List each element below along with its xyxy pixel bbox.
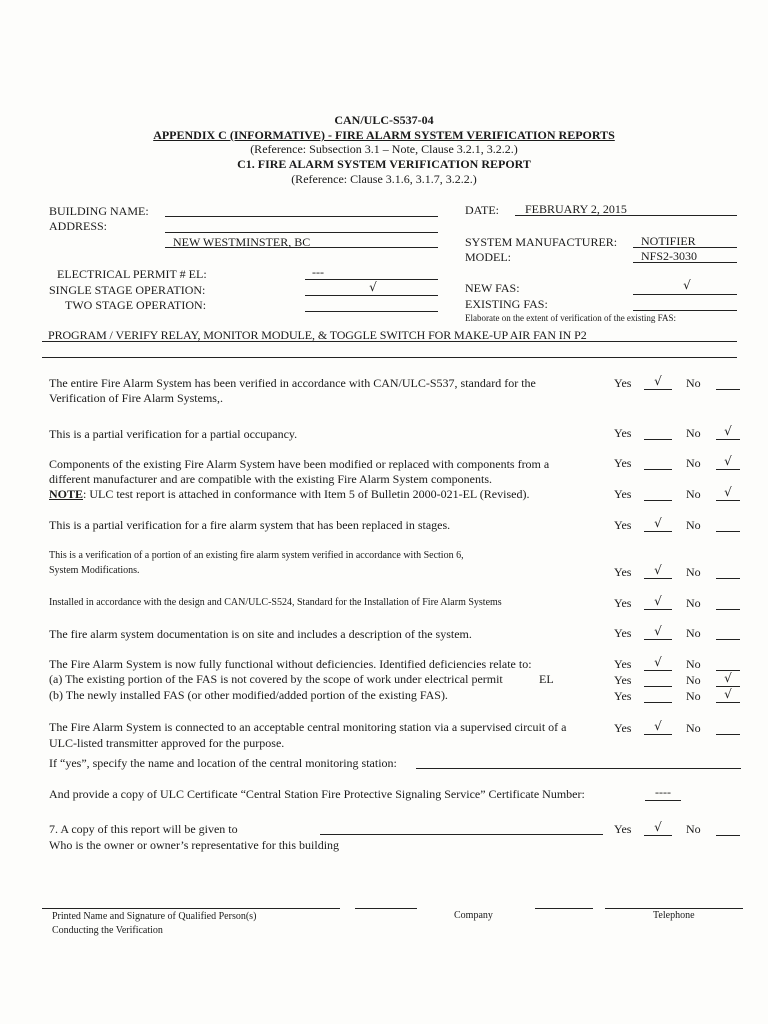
yes-check-mark: √ bbox=[654, 820, 662, 834]
no-blank[interactable] bbox=[716, 389, 740, 390]
building-name-field[interactable] bbox=[165, 216, 438, 217]
yes-check-mark: √ bbox=[654, 374, 662, 388]
yes-label: Yes bbox=[614, 596, 632, 610]
address-line-1[interactable] bbox=[165, 232, 438, 233]
statement-9-line-3: If “yes”, specify the name and location of the central monitoring station: bbox=[49, 756, 397, 770]
appendix-title: APPENDIX C (INFORMATIVE) - FIRE ALARM SYSTEM VERIFICATION REPORTS bbox=[153, 128, 615, 142]
yes-label: Yes bbox=[614, 721, 632, 735]
model-label: MODEL: bbox=[465, 250, 511, 264]
telephone-line[interactable] bbox=[605, 908, 743, 909]
statement-5-line-2: System Modifications. bbox=[49, 565, 140, 576]
yes-check-mark: √ bbox=[654, 516, 662, 530]
statement-5-line-1: This is a verification of a portion of an existing fire alarm system verified in accordance with Section 6, bbox=[49, 550, 464, 561]
statement-9-line-2: ULC-listed transmitter approved for the purpose. bbox=[49, 736, 285, 750]
address-value: NEW WESTMINSTER, BC bbox=[173, 235, 311, 249]
statement-9-line-1: The Fire Alarm System is connected to an acceptable central monitoring station via a supervised circuit of a bbox=[49, 720, 567, 734]
statement-7: The fire alarm system documentation is on site and includes a description of the system. bbox=[49, 627, 472, 641]
no-blank[interactable] bbox=[716, 500, 740, 501]
company-line[interactable] bbox=[535, 908, 593, 909]
statement-3-line-3 bbox=[49, 487, 529, 502]
no-label: No bbox=[686, 565, 701, 579]
scope-line-2[interactable] bbox=[42, 357, 737, 358]
date-value: FEBRUARY 2, 2015 bbox=[525, 202, 627, 216]
yes-label: Yes bbox=[614, 456, 632, 470]
report-recipient-field[interactable] bbox=[320, 834, 603, 835]
signature-line[interactable] bbox=[42, 908, 340, 909]
no-blank[interactable] bbox=[716, 578, 740, 579]
yes-check-mark: √ bbox=[654, 563, 662, 577]
yes-label: Yes bbox=[614, 426, 632, 440]
certificate-number-value: ---- bbox=[655, 785, 671, 799]
note-text: : ULC test report is attached in conformance with Item 5 of Bulletin 2000-021-EL (Revised). bbox=[83, 487, 530, 501]
no-label: No bbox=[686, 518, 701, 532]
yes-blank[interactable] bbox=[644, 670, 672, 671]
yes-blank[interactable] bbox=[644, 500, 672, 501]
yes-label: Yes bbox=[614, 689, 632, 703]
single-stage-field[interactable] bbox=[305, 295, 438, 296]
address-label: ADDRESS: bbox=[49, 219, 108, 233]
yes-check-mark: √ bbox=[654, 719, 662, 733]
yes-label: Yes bbox=[614, 376, 632, 390]
yes-blank[interactable] bbox=[644, 734, 672, 735]
elaborate-label: Elaborate on the extent of verification of the existing FAS: bbox=[465, 313, 677, 323]
single-stage-label: SINGLE STAGE OPERATION: bbox=[49, 283, 206, 297]
statement-8-line-2: (a) The existing portion of the FAS is not covered by the scope of work under electrical permit bbox=[49, 672, 503, 686]
yes-blank[interactable] bbox=[644, 639, 672, 640]
electrical-permit-value: --- bbox=[312, 265, 324, 279]
no-blank[interactable] bbox=[716, 702, 740, 703]
statement-10: And provide a copy of ULC Certificate “Central Station Fire Protective Signaling Service” Certificate Number: bbox=[49, 787, 585, 801]
reference-line-1: (Reference: Subsection 3.1 – Note, Clause 3.2.1, 3.2.2.) bbox=[250, 142, 518, 156]
yes-blank[interactable] bbox=[644, 609, 672, 610]
statement-3-line-1: Components of the existing Fire Alarm System have been modified or replaced with components from a bbox=[49, 457, 550, 471]
yes-blank[interactable] bbox=[644, 531, 672, 532]
no-label: No bbox=[686, 721, 701, 735]
no-check-mark: √ bbox=[724, 671, 732, 685]
single-stage-check: √ bbox=[369, 280, 377, 294]
yes-blank[interactable] bbox=[644, 686, 672, 687]
no-label: No bbox=[686, 657, 701, 671]
statement-8-line-1: The Fire Alarm System is now fully functional without deficiencies. Identified deficiencies relate to: bbox=[49, 657, 532, 671]
no-label: No bbox=[686, 426, 701, 440]
note-label: NOTE bbox=[49, 487, 84, 501]
report-title: C1. FIRE ALARM SYSTEM VERIFICATION REPORT bbox=[237, 157, 531, 171]
existing-fas-label: EXISTING FAS: bbox=[465, 297, 548, 311]
yes-blank[interactable] bbox=[644, 835, 672, 836]
no-check-mark: √ bbox=[724, 687, 732, 701]
yes-blank[interactable] bbox=[644, 702, 672, 703]
manufacturer-field[interactable] bbox=[633, 247, 737, 248]
statement-8-line-3: (b) The newly installed FAS (or other modified/added portion of the existing FAS). bbox=[49, 688, 448, 702]
yes-blank[interactable] bbox=[644, 578, 672, 579]
yes-label: Yes bbox=[614, 565, 632, 579]
yes-blank[interactable] bbox=[644, 469, 672, 470]
yes-label: Yes bbox=[614, 673, 632, 687]
no-label: No bbox=[686, 626, 701, 640]
new-fas-check: √ bbox=[683, 278, 691, 292]
verification-scope-text: PROGRAM / VERIFY RELAY, MONITOR MODULE, & TOGGLE SWITCH FOR MAKE-UP AIR FAN IN P2 bbox=[48, 328, 587, 342]
model-value: NFS2-3030 bbox=[641, 249, 698, 263]
statement-6: Installed in accordance with the design and CAN/ULC-S524, Standard for the Installation of Fire Alarm Systems bbox=[49, 597, 502, 608]
statement-1-line-2: Verification of Fire Alarm Systems,. bbox=[49, 391, 223, 405]
conducting-label: Conducting the Verification bbox=[52, 925, 163, 936]
standard-number: CAN/ULC-S537-04 bbox=[334, 113, 434, 127]
yes-label: Yes bbox=[614, 518, 632, 532]
no-label: No bbox=[686, 689, 701, 703]
company-label: Company bbox=[454, 910, 493, 921]
date-field[interactable] bbox=[515, 215, 737, 216]
new-fas-label: NEW FAS: bbox=[465, 281, 520, 295]
telephone-label: Telephone bbox=[653, 910, 695, 921]
no-check-mark: √ bbox=[724, 454, 732, 468]
no-blank[interactable] bbox=[716, 531, 740, 532]
yes-label: Yes bbox=[614, 487, 632, 501]
signature-line-2[interactable] bbox=[355, 908, 417, 909]
manufacturer-value: NOTIFIER bbox=[641, 234, 696, 248]
no-blank[interactable] bbox=[716, 734, 740, 735]
no-label: No bbox=[686, 376, 701, 390]
no-blank[interactable] bbox=[716, 639, 740, 640]
yes-label: Yes bbox=[614, 626, 632, 640]
statement-8-el: EL bbox=[539, 672, 554, 686]
no-label: No bbox=[686, 487, 701, 501]
no-label: No bbox=[686, 822, 701, 836]
manufacturer-label: SYSTEM MANUFACTURER: bbox=[465, 235, 618, 249]
no-check-mark: √ bbox=[724, 485, 732, 499]
statement-1-line-1: The entire Fire Alarm System has been verified in accordance with CAN/ULC-S537, standard for the bbox=[49, 376, 536, 390]
reference-line-2: (Reference: Clause 3.1.6, 3.1.7, 3.2.2.) bbox=[291, 172, 477, 186]
no-blank[interactable] bbox=[716, 609, 740, 610]
yes-label: Yes bbox=[614, 657, 632, 671]
no-label: No bbox=[686, 596, 701, 610]
no-blank[interactable] bbox=[716, 835, 740, 836]
statement-11-line-1: 7. A copy of this report will be given to bbox=[49, 822, 238, 836]
scope-line-1[interactable] bbox=[42, 341, 737, 342]
no-blank[interactable] bbox=[716, 439, 740, 440]
yes-check-mark: √ bbox=[654, 655, 662, 669]
statement-4: This is a partial verification for a fire alarm system that has been replaced in stages. bbox=[49, 518, 451, 532]
statement-3-line-2: different manufacturer and are compatible with the existing Fire Alarm System components. bbox=[49, 472, 492, 486]
existing-fas-field[interactable] bbox=[633, 310, 737, 311]
no-blank[interactable] bbox=[716, 469, 740, 470]
yes-blank[interactable] bbox=[644, 439, 672, 440]
model-field[interactable] bbox=[633, 262, 737, 263]
yes-blank[interactable] bbox=[644, 389, 672, 390]
no-label: No bbox=[686, 673, 701, 687]
yes-check-mark: √ bbox=[654, 624, 662, 638]
electrical-permit-label: ELECTRICAL PERMIT # EL: bbox=[57, 267, 207, 281]
printed-name-label: Printed Name and Signature of Qualified Person(s) bbox=[52, 911, 257, 922]
statement-2: This is a partial verification for a partial occupancy. bbox=[49, 427, 298, 441]
two-stage-field[interactable] bbox=[305, 311, 438, 312]
yes-check-mark: √ bbox=[654, 594, 662, 608]
two-stage-label: TWO STAGE OPERATION: bbox=[65, 298, 207, 312]
new-fas-field[interactable] bbox=[633, 294, 737, 295]
monitoring-station-field[interactable] bbox=[416, 768, 741, 769]
certificate-number-field[interactable] bbox=[645, 800, 681, 801]
statement-11-line-2: Who is the owner or owner’s representative for this building bbox=[49, 838, 340, 852]
address-line-2[interactable] bbox=[165, 247, 438, 248]
building-name-label: BUILDING NAME: bbox=[49, 204, 149, 218]
no-label: No bbox=[686, 456, 701, 470]
no-check-mark: √ bbox=[724, 424, 732, 438]
yes-label: Yes bbox=[614, 822, 632, 836]
date-label: DATE: bbox=[465, 203, 499, 217]
